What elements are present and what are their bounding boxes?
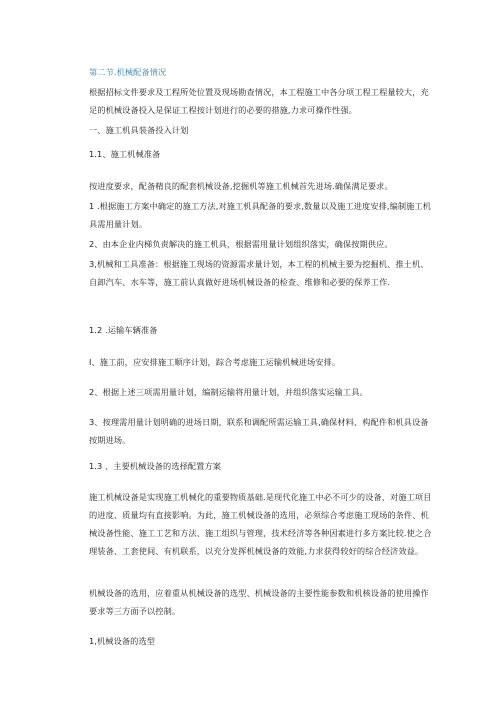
paragraph-progress: 按进度要求，配备精良的配套机械设备,挖掘机等施工机械首先进场.确保满足要求。 — [89, 181, 393, 191]
heading-plan: 一、施工机具装备投入计划 — [89, 125, 189, 135]
heading-transport: 1.2 .运输车辆准备 — [89, 325, 158, 335]
transport-item-2: 2、根据上述三项需用量计划，编制运输将用量计划，并组织落实运输工具。 — [89, 387, 368, 397]
paragraph-item-3: 3,机械和工具准备：根据施工现场的资源需求量计划，本工程的机械主要为挖掘机、推土机、自卸汽车、水车等，施工前认真做好进场机械设备的检查、维修和必要的保养工作. — [89, 259, 429, 287]
transport-item-3: 3、按理需用量计划明确的进场日期，联系和调配所需运输工具,确保材料、构配件和机具设备按期进场。 — [89, 417, 429, 445]
transport-item-1: I、施工前，应安排施工顺序计划，踪合考虑施工运输机械进场安排。 — [89, 357, 341, 367]
heading-equipment-selection: 1.3 、主要机械设备的选择配置方案 — [89, 461, 222, 471]
paragraph-equipment-basis: 施工机械设备是实现施工机械化的重要物质基础.是现代化施工中必不可少的设备，对施工项目的进度、质量均有直接影响。为此，施工机械设备的选用，必须综合考虑施工现场的条件、机械设备性能、施工工艺和方法、施工组织与管理，技术经济等各种因素进行多方案比较.使之合理装备、工套使间、有机联系，以充分发挥机械设备的效能,力求获得较好的综合经济效益。 — [89, 492, 432, 556]
intro-paragraph: 根据招标文件要求及工程所处位置及现场勘查情况，本工程施工中各分项工程工程量较大，充足的机械设备投入是保证工程按计划进行的必要的措施,力求可操作性强。 — [89, 87, 429, 115]
heading-equipment-type: 1,机械设备的选型 — [89, 636, 156, 646]
heading-machinery-prep: 1.1、施工机械准备 — [89, 149, 161, 159]
paragraph-item-2: 2、由本企业内梯负责解决的施工机具，根据需用量计划组织落实，确保按期供应。 — [89, 239, 393, 249]
paragraph-item-1: 1 .根据施工方案中确定的施工方法,对施工机具配备的要求,数量以及施工进度安排,编制施工机具需用量计划。 — [89, 201, 432, 229]
paragraph-equipment-control: 机械设备的选用，应着重从机械设备的选型、机械设备的主要性能参数和机核设备的使用操作要求等三方面予以控制。 — [89, 588, 429, 616]
section-title: 第二节.机械配备情况 — [89, 67, 167, 77]
